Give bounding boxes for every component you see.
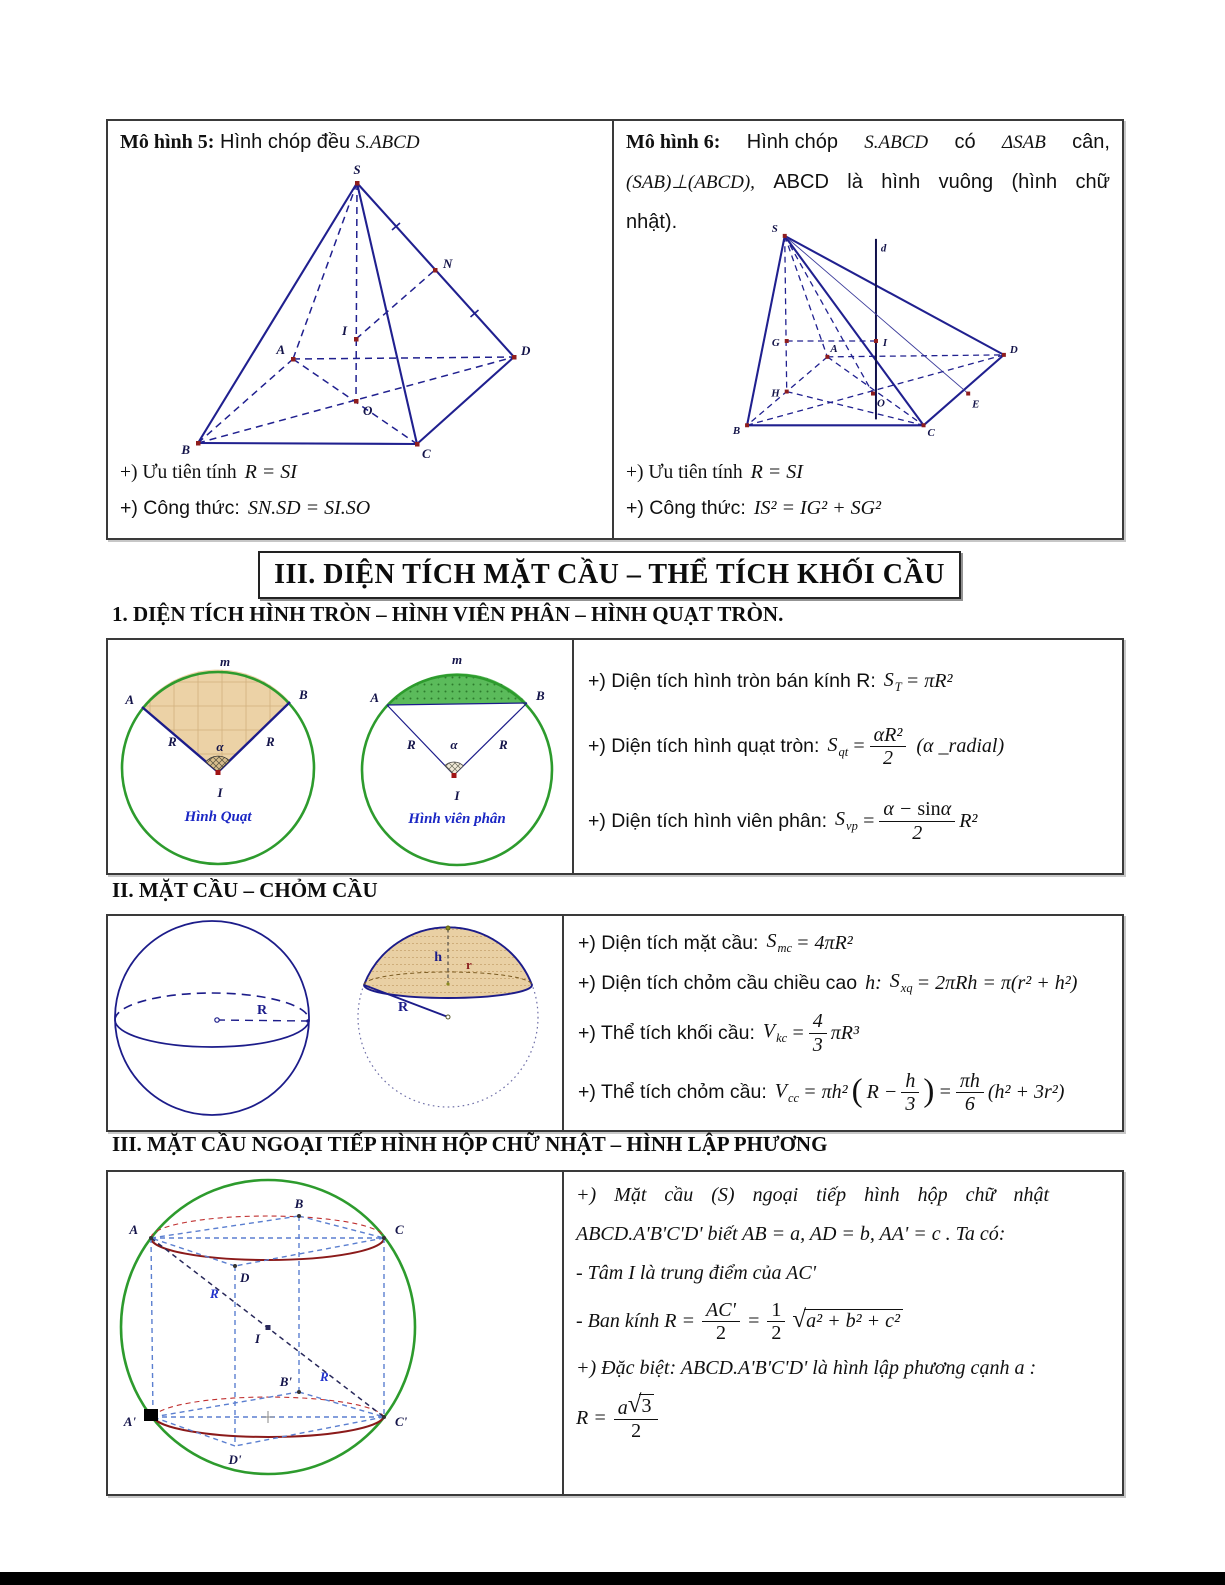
label-A-prime: A' [123,1414,136,1429]
label-I: I [217,785,223,800]
fraction [702,1299,740,1345]
pyramid-sabcd-diagram [134,161,564,461]
center-dot [446,1015,450,1019]
radical-sign: √ [792,1306,807,1334]
s3-line1: +) Mặt cầu (S) ngoại tiếp hình hộp chữ nhật [576,1184,1050,1206]
math-note: (α _radial) [916,735,1005,758]
fraction-num: πh [956,1070,984,1093]
label-I: I [454,788,460,803]
label-d: d [880,242,887,255]
fraction-num: AC' [702,1299,740,1322]
math-sub: vp [846,819,858,834]
title-word: Hình chóp [746,131,838,153]
math-eq: = [852,735,866,758]
open-paren: ( [851,1072,863,1109]
formula-label: +) Công thức: [626,497,746,519]
radical-body: 3 [639,1394,654,1417]
math-var: $V_{kc}$ [762,1020,788,1046]
title-word: là [847,171,863,193]
math-var: $S_{xq}$ [889,970,913,996]
section1-heading: 1. DIỆN TÍCH HÌNH TRÒN – HÌNH VIÊN PHÂN – HÌNH QUẠT TRÒN. [112,602,784,626]
label-R-lower: R [320,1369,329,1384]
title-word: (hình [1011,171,1058,193]
label-O: O [363,403,373,418]
formula-label: +) Diện tích hình tròn bán kính R: [588,670,876,693]
label-R-right: R [266,734,275,749]
model6-title-line1 [626,129,1110,156]
section1-formulas-cell [574,640,1122,873]
angle-wedge [206,756,230,772]
priority-math: R = SI [750,461,803,483]
formula-math [884,669,953,695]
math-var: $S_{mc}$ [766,930,793,956]
fraction-den: 2 [771,1322,782,1345]
num-part: α [940,798,952,821]
cap-top-dot [446,926,450,930]
model6-title-line2 [626,169,1110,196]
radical [792,1306,903,1334]
label-R: R [398,1000,409,1015]
label-R: R [256,1003,268,1018]
vertex-dots [149,1214,386,1419]
label-R-upper: R [210,1286,219,1301]
fraction [956,1070,984,1116]
math-sub: kc [776,1031,788,1046]
section2-heading: II. MẶT CẦU – CHỎM CẦU [112,878,378,902]
sphere-diagram [112,919,327,1124]
model5-cell [108,121,612,538]
radical-sign: √ [627,1390,642,1418]
segment-area-formula [588,798,1122,844]
s3-radius-formula [576,1299,1108,1345]
math-sub: T [894,679,902,694]
label-A: A [370,690,379,705]
label-C: C [395,1222,404,1237]
title-word: ABCD [773,171,829,193]
pyramid-sab-diagram [700,221,1045,459]
fraction-den: 3 [812,1033,823,1056]
model5-priority-row [120,461,297,484]
formula-label: +) Diện tích hình quạt tròn: [588,735,820,758]
models-table [106,119,1124,540]
label-C: C [422,446,431,461]
math-var: $S_{qt}$ [827,733,849,759]
title-math: S.ABCD [864,132,929,153]
label-r: r [466,957,472,972]
formula-label: +) Thể tích chỏm cầu: [578,1081,767,1104]
math-var-h: h: [865,971,882,994]
top-circle-front [151,1238,384,1260]
label-S: S [353,162,361,177]
pyramid-dashed-edges [198,183,514,444]
sin-fn: sin [917,798,941,821]
fraction-den: 3 [905,1093,916,1116]
base-center-dot [446,982,449,985]
fraction-den: 2 [631,1420,642,1443]
page-bottom-edge [0,1572,1225,1585]
radical [627,1390,655,1419]
math-mid: R − [866,1081,898,1104]
label-G: G [771,336,780,349]
math-rhs: = 2πRh = π(r² + h²) [916,971,1078,994]
label-H: H [771,387,780,400]
radius-line [217,1020,308,1021]
math-tail: (h² + 3r²) [987,1081,1065,1104]
fraction-den: 2 [912,821,923,844]
model5-formula-row [120,497,370,520]
label-B: B [732,425,741,438]
fraction [767,1299,785,1345]
label-D: D [1009,343,1018,356]
title-word: vuông [938,171,994,193]
label-I: I [341,323,347,338]
math-sub: xq [900,981,913,996]
sector-area-formula [588,724,1122,770]
label-E: E [972,398,980,411]
label-alpha: α [450,737,458,752]
label-alpha: α [216,739,224,754]
math-tail: πR³ [830,1021,859,1044]
fraction [901,1070,919,1116]
math-eq: = πh² [803,1081,848,1104]
title-word: chữ [1075,171,1110,193]
section2-formulas-cell [564,916,1122,1130]
label-B: B [536,688,545,703]
s3-line2: ABCD.A'B'C'D' biết AB = a, AD = b, AA' = c . Ta có: [576,1223,1006,1245]
cube-radius-pre: R = [576,1406,607,1429]
circumscribed-sphere-diagram [112,1175,547,1487]
label-C-prime: C' [395,1414,408,1429]
model5-title-text: Hình chóp đều [220,131,351,153]
s3-cube-radius-formula [576,1390,1108,1443]
center-dot [216,770,221,775]
s3-line3: - Tâm I là trung điểm của AC' [576,1262,817,1284]
label-C: C [927,427,935,440]
main-title: III. DIỆN TÍCH MẶT CẦU – THỂ TÍCH KHỐI CẦU [258,551,961,599]
equator-front [115,1020,309,1047]
edge-dot [306,1019,310,1023]
formula-label: +) Công thức: [120,497,240,519]
num-var: a [617,1396,628,1419]
fraction-den: 2 [715,1322,726,1345]
fraction-num [614,1390,659,1420]
cap-volume-formula [578,1070,1122,1116]
label-R-left: R [168,734,177,749]
label-A: A [830,342,838,355]
spherical-cap-diagram [340,919,555,1119]
label-A: A [125,692,134,707]
title-math: ΔSAB [1001,132,1046,153]
math-tail: R² [959,809,978,832]
segment-circle-diagram [344,646,568,867]
model5-title-math: S.ABCD [355,132,420,153]
num-part: α − [883,798,918,821]
center-dot [452,773,457,778]
section1-diagrams-cell [108,640,572,873]
fraction-num: 4 [809,1010,827,1033]
sector-circle-diagram [114,646,338,867]
model5-title-bold: Mô hình 5: [120,131,215,153]
corner-marker [144,1409,158,1421]
label-A: A [276,342,285,357]
section2-diagrams-cell [108,916,562,1130]
label-B: B [181,442,190,457]
title-word: hình [881,171,921,193]
title-word: cân, [1072,131,1110,153]
section3-heading: III. MẶT CẦU NGOẠI TIẾP HÌNH HỘP CHỮ NHẬT – HÌNH LẬP PHƯƠNG [112,1132,828,1156]
section3-diagram-cell [108,1172,562,1494]
formula-math: IS² = IG² + SG² [753,497,882,519]
formula-math [827,724,1004,770]
formula-label: +) Diện tích hình viên phân: [588,809,828,832]
title-word: có [954,131,976,153]
equator-back [115,993,309,1020]
math-var: $V_{cc}$ [774,1079,800,1105]
label-m: m [451,652,463,667]
math-sub: qt [838,744,849,759]
math-sub: mc [777,941,793,956]
model6-cell [614,121,1122,538]
fraction-num: 1 [767,1299,785,1322]
formula-math [835,798,977,844]
fraction [614,1390,659,1443]
model6-title-bold: Mô hình 6: [626,131,721,153]
label-O: O [876,397,885,410]
priority-math: R = SI [244,461,297,483]
fraction [870,724,907,770]
math-rhs: = 4πR² [796,931,853,954]
pyramid-solid-edges [198,183,514,444]
circle-area-formula [588,669,1122,695]
priority-label: +) Ưu tiên tính [120,461,237,483]
math-eq: = [938,1081,952,1104]
radical-body: a² + b² + c² [804,1309,903,1333]
model6-title-line3: nhật). [626,211,678,233]
math-eq: = [791,1021,805,1044]
model6-formula-row [626,497,881,520]
priority-label: +) Ưu tiên tính [626,461,743,483]
label-B: B [299,687,308,702]
fraction-den: 6 [964,1093,975,1116]
math-rhs: = πR² [905,670,953,693]
label-S: S [771,222,778,235]
label-h: h [434,950,442,965]
math-eq: = [861,809,876,832]
label-I: I [254,1331,260,1346]
label-N: N [443,256,453,271]
label-m: m [219,654,231,669]
section3-table [106,1170,1124,1496]
fraction-num: αR² [870,724,907,747]
section3-text-cell [564,1172,1122,1494]
label-A: A [129,1222,138,1237]
section2-table [106,914,1124,1132]
label-B: B [294,1196,304,1211]
section1-table [106,638,1124,875]
ball-volume-formula [578,1010,1122,1056]
title-math: (SAB)⊥(ABCD), [626,172,755,193]
top-circle-back [151,1216,384,1238]
sphere-outline [115,921,309,1115]
formula-math: SN.SD = SI.SO [247,497,371,519]
math-var: $S_{vp}$ [835,808,858,834]
fraction [879,798,955,844]
close-paren: ) [923,1072,935,1109]
bottom-center-cross [262,1411,274,1423]
label-R-right: R [499,737,508,752]
cap-area-formula [578,970,1122,996]
math-var: $S_T$ [883,668,902,694]
label-I: I [882,336,888,349]
label-B-prime: B' [279,1374,292,1389]
center-I-dot [266,1325,271,1330]
label-D: D [521,343,531,358]
sphere-area-formula [578,930,1122,956]
formula-math [775,1070,1065,1116]
fraction [809,1010,827,1056]
formula-label: +) Diện tích chỏm cầu chiều cao [578,971,858,994]
formula-math [763,1010,859,1056]
caption-hinh-vien-phan: Hình viên phân [408,811,506,827]
s3-line5: +) Đặc biệt: ABCD.A'B'C'D' là hình lập phương cạnh a : [576,1356,1037,1379]
caption-hinh-quat: Hình Quạt [184,809,252,825]
center-dot [215,1018,219,1022]
math-eq: = [746,1310,761,1333]
model6-priority-row [626,461,803,484]
label-R-left: R [407,737,416,752]
fraction-den: 2 [883,747,894,770]
model5-title [120,129,602,156]
label-D: D [240,1270,250,1285]
label-D-prime: D' [228,1452,242,1467]
formula-math [766,930,852,956]
formula-label: +) Diện tích mặt cầu: [578,931,759,954]
math-sub: cc [788,1090,800,1105]
fraction-num: h [901,1070,919,1093]
formula-label: +) Thể tích khối cầu: [578,1021,755,1044]
fraction-num [879,798,955,821]
radius-pre: - Ban kính R = [576,1310,696,1333]
formula-math [890,970,1078,996]
